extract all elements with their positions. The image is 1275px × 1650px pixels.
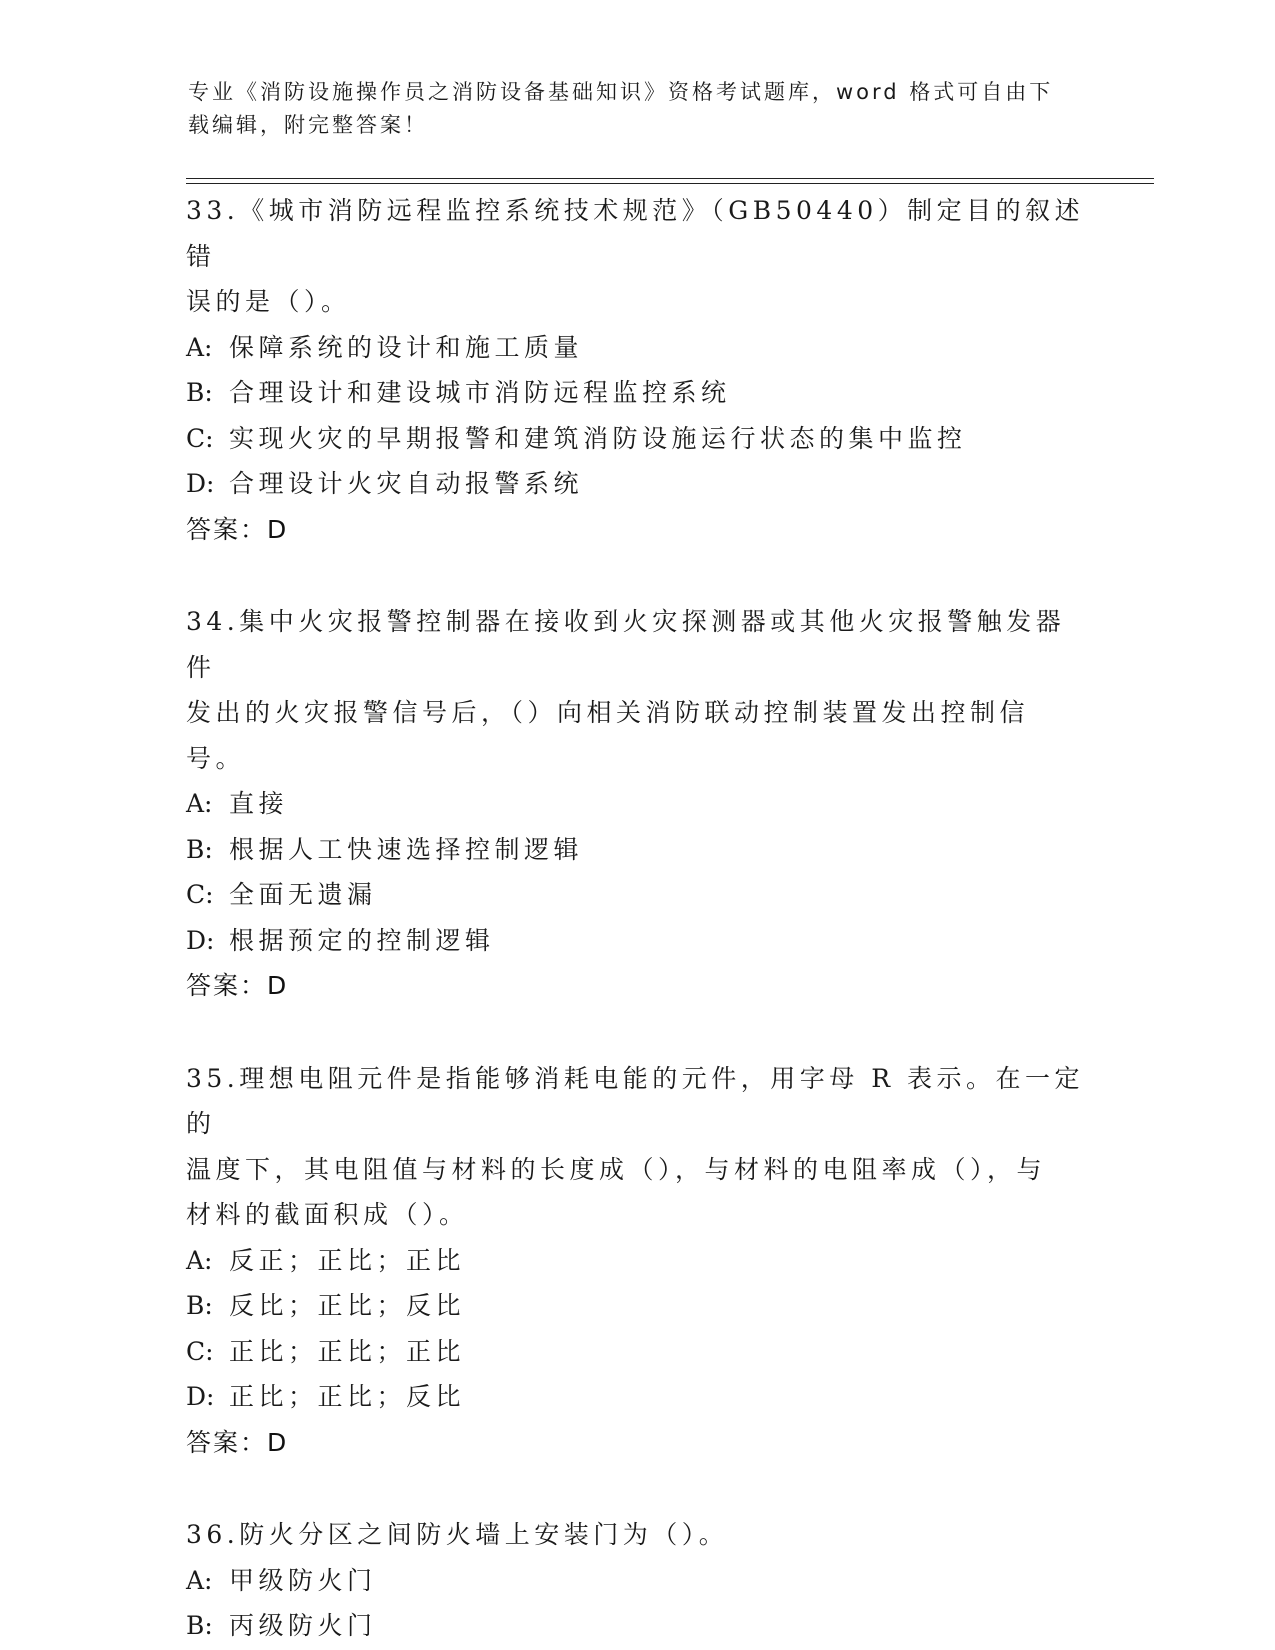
option-letter: C: [186,1336,214,1366]
stem-line: 34.集中火灾报警控制器在接收到火灾探测器或其他火灾报警触发器件 [186,607,1066,682]
option-letter: A: [186,789,213,818]
question-stem [186,1056,1086,1238]
option-a [186,325,1086,371]
question-35 [186,1056,1086,1466]
option-c [186,1329,1086,1375]
stem-line: 误的是（）。 [186,287,351,316]
header-divider-top [186,178,1154,179]
option-letter: B: [186,1611,213,1640]
option-letter: A: [186,1245,213,1275]
answer-line: 答案：D [186,514,289,544]
option-letter: A: [186,332,213,362]
stem-line: 温度下，其电阻值与材料的长度成（），与材料的电阻率成（），与 [186,1154,1047,1184]
option-text: 正比；正比；正比 [229,1336,466,1366]
option-a [186,1558,1086,1604]
question-36 [186,1512,1086,1649]
stem-line: 材料的截面积成（）。 [186,1200,469,1229]
option-letter: A: [186,1565,213,1595]
option-letter: B: [186,378,213,407]
option-letter: D: [186,469,215,498]
stem-line: 33.《城市消防远程监控系统技术规范》（GB50440）制定目的叙述错 [186,196,1085,271]
option-text: 根据预定的控制逻辑 [229,925,495,955]
option-b [186,827,1086,873]
option-letter: C: [186,880,214,909]
question-stem [186,188,1086,325]
option-text: 直接 [229,789,289,818]
answer-line: 答案：D [186,1427,289,1457]
option-text: 保障系统的设计和施工质量 [229,332,584,362]
option-letter: D: [186,925,215,955]
option-text: 反正；正比；正比 [229,1245,466,1275]
option-d [186,1374,1086,1420]
question-34 [186,599,1086,1009]
stem-line: 36.防火分区之间防火墙上安装门为（）。 [186,1520,729,1549]
option-c [186,872,1086,918]
option-d [186,918,1086,964]
option-text: 合理设计火灾自动报警系统 [229,469,584,498]
document-header [188,76,1068,142]
option-b [186,370,1086,416]
option-letter: B: [186,834,213,864]
question-stem [186,1512,1086,1558]
option-text: 正比；正比；反比 [229,1382,466,1411]
option-a [186,1238,1086,1284]
option-letter: D: [186,1382,215,1411]
header-divider-bottom [186,183,1154,184]
option-text: 合理设计和建设城市消防远程监控系统 [229,378,731,407]
option-text: 实现火灾的早期报警和建筑消防设施运行状态的集中监控 [229,423,967,453]
option-text: 全面无遗漏 [229,880,377,909]
option-letter: C: [186,423,214,453]
option-d [186,461,1086,507]
option-text: 丙级防火门 [229,1611,377,1640]
stem-line: 发出的火灾报警信号后，（）向相关消防联动控制装置发出控制信号。 [186,698,1030,773]
question-stem [186,599,1086,781]
option-text: 反比；正比；反比 [229,1291,466,1320]
option-b [186,1283,1086,1329]
answer-line: 答案：D [186,971,289,1000]
option-b [186,1603,1086,1649]
header-line-2: 载编辑，附完整答案！ [188,113,428,137]
question-33 [186,188,1086,552]
option-a [186,781,1086,827]
option-text: 根据人工快速选择控制逻辑 [229,834,584,864]
stem-line: 35.理想电阻元件是指能够消耗电能的元件，用字母 R 表示。在一定的 [186,1063,1084,1138]
option-text: 甲级防火门 [229,1565,377,1595]
option-letter: B: [186,1291,213,1320]
option-c [186,416,1086,462]
header-line-1: 专业《消防设施操作员之消防设备基础知识》资格考试题库，word 格式可自由下 [188,80,1054,104]
question-list [186,188,1086,1649]
